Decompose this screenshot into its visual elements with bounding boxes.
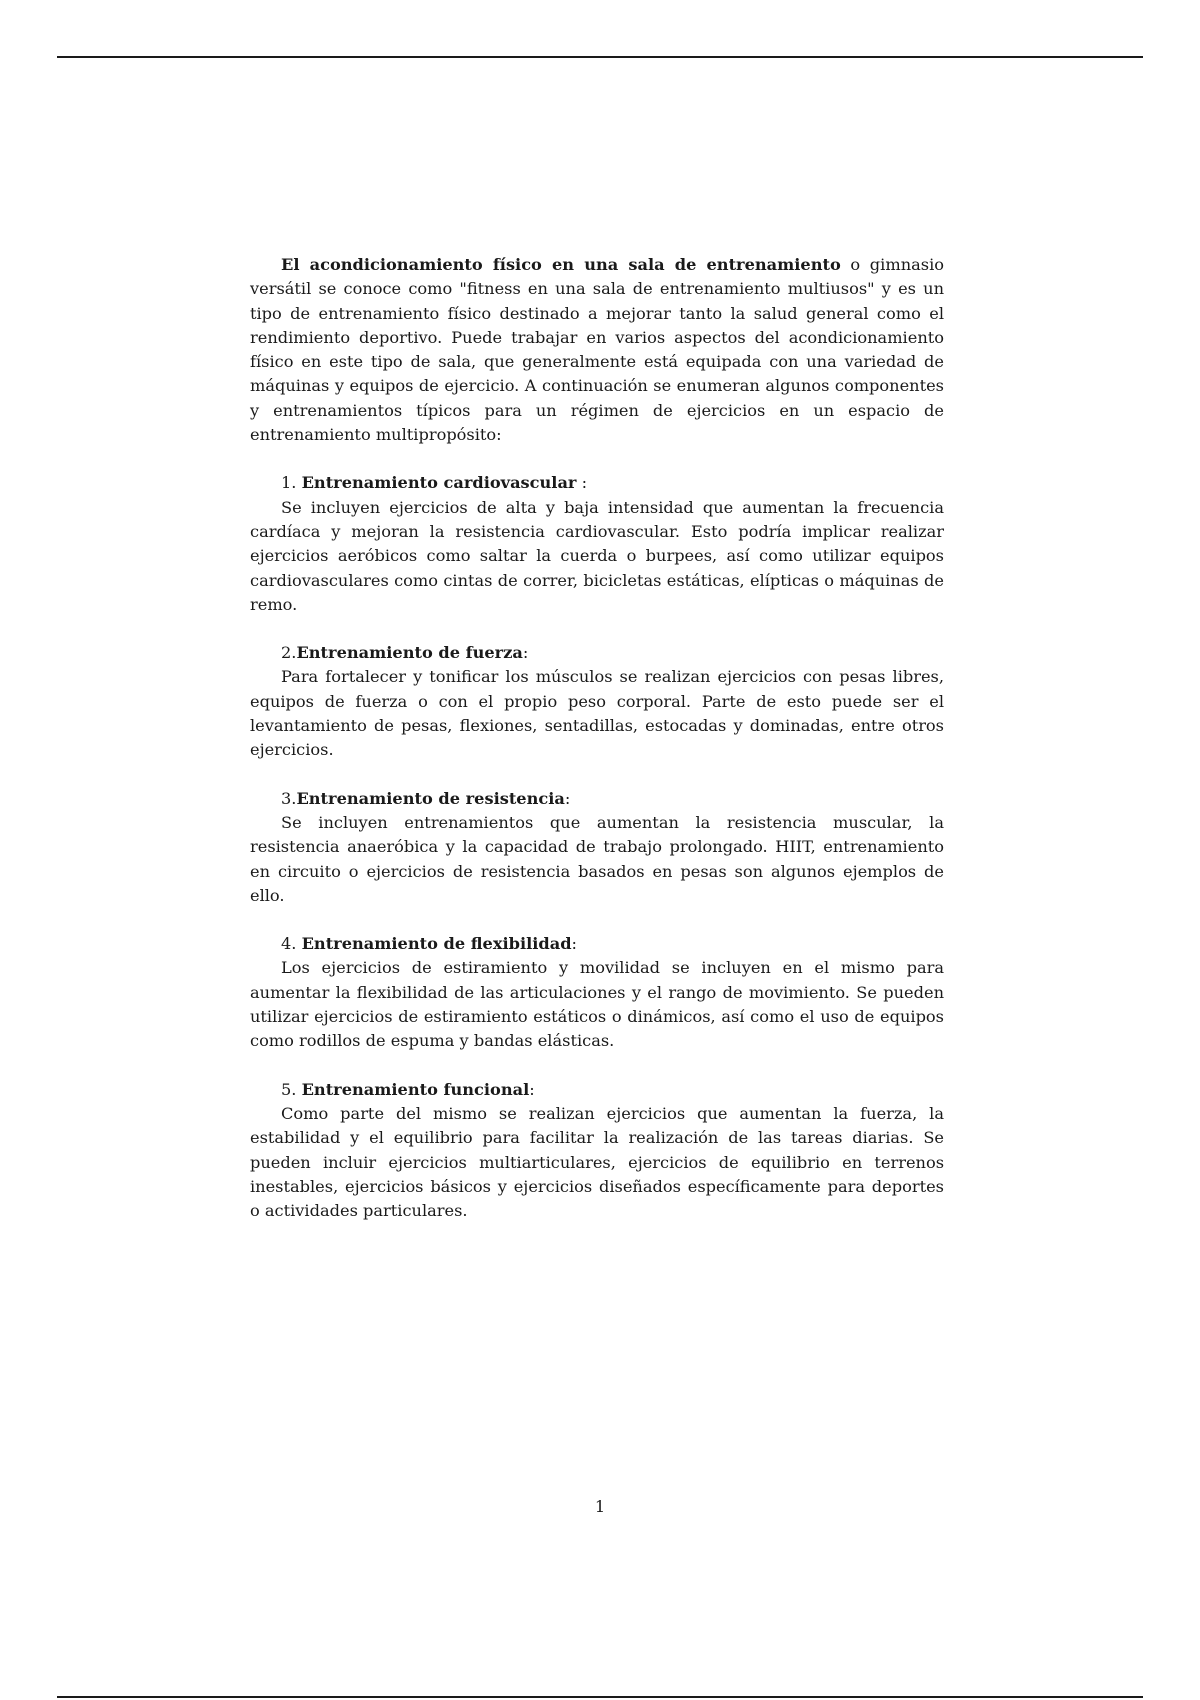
intro-text: o gimnasio versátil se conoce como "fitness en una sala de entrenamiento multiusos" y es un tipo de entrenamiento físico destinado a mejorar tanto la salud general como el rendimiento deportivo. Puede trabajar en varios aspectos del acondicionamiento físico en este tipo de sala, que generalmente está equipada con una variedad de máquinas y equipos de ejercicio. A continuación se enumeran algunos componentes y entrenamientos típicos para un régimen de ejercicios en un espacio de entrenamiento multipropósito: xyxy=(250,255,945,445)
section-heading xyxy=(250,787,944,811)
page-number: 1 xyxy=(594,1497,606,1516)
section-flexibilidad xyxy=(250,932,944,1053)
section-number: 4. xyxy=(281,934,302,954)
section-body: Se incluyen entrenamientos que aumentan la resistencia muscular, la resistencia anaeróbica y la capacidad de trabajo prolongado. HIIT, entrenamiento en circuito o ejercicios de resistencia basados en pesas son algunos ejemplos de ello. xyxy=(250,812,944,905)
section-number: 3. xyxy=(281,788,297,808)
section-title: Entrenamiento de resistencia xyxy=(296,788,565,808)
section-number: 2. xyxy=(281,643,297,663)
section-body: Para fortalecer y tonificar los músculos se realizan ejercicios con pesas libres, equipos de fuerza o con el propio peso corporal. Parte de esto puede ser el levantamiento de pesas, flexiones, sentadillas, estocadas y dominadas, entre otros ejercicios. xyxy=(250,667,944,760)
section-heading xyxy=(250,932,944,956)
section-heading xyxy=(250,1078,944,1102)
section-suffix: : xyxy=(564,788,571,808)
section-suffix: : xyxy=(522,643,529,663)
section-heading xyxy=(250,641,944,665)
section-funcional xyxy=(250,1078,944,1224)
section-body: Los ejercicios de estiramiento y movilidad se incluyen en el mismo para aumentar la flexibilidad de las articulaciones y el rango de movimiento. Se pueden utilizar ejercicios de estiramiento estáticos o dinámicos, así como el uso de equipos como rodillos de espuma y bandas elásticas. xyxy=(250,958,944,1051)
section-suffix: : xyxy=(529,1079,535,1099)
document-body xyxy=(250,253,944,1223)
section-fuerza xyxy=(250,641,944,762)
section-number: 5. xyxy=(281,1079,302,1099)
section-title: Entrenamiento cardiovascular xyxy=(301,473,577,493)
header-rule xyxy=(57,56,1143,58)
footer-rule xyxy=(57,1696,1143,1698)
section-title: Entrenamiento de flexibilidad xyxy=(301,934,572,954)
section-title: Entrenamiento funcional xyxy=(301,1079,530,1099)
section-title: Entrenamiento de fuerza xyxy=(296,643,523,663)
section-body: Se incluyen ejercicios de alta y baja intensidad que aumentan la frecuencia cardíaca y mejoran la resistencia cardiovascular. Esto podría implicar realizar ejercicios aeróbicos como saltar la cuerda o burpees, así como utilizar equipos cardiovasculares como cintas de correr, bicicletas estáticas, elípticas o máquinas de remo. xyxy=(250,497,944,614)
section-number: 1. xyxy=(281,473,302,493)
section-resistencia xyxy=(250,787,944,908)
section-heading xyxy=(250,471,944,495)
section-body: Como parte del mismo se realizan ejercicios que aumentan la fuerza, la estabilidad y el equilibrio para facilitar la realización de las tareas diarias. Se pueden incluir ejercicios multiarticulares, ejercicios de equilibrio en terrenos inestables, ejercicios básicos y ejercicios diseñados específicamente para deportes o actividades particulares. xyxy=(250,1103,944,1221)
intro-paragraph xyxy=(250,253,944,447)
intro-lead: El acondicionamiento físico en una sala de entrenamiento xyxy=(281,255,841,274)
section-suffix: : xyxy=(571,934,578,954)
section-cardiovascular xyxy=(250,471,944,617)
section-suffix: : xyxy=(576,473,588,493)
